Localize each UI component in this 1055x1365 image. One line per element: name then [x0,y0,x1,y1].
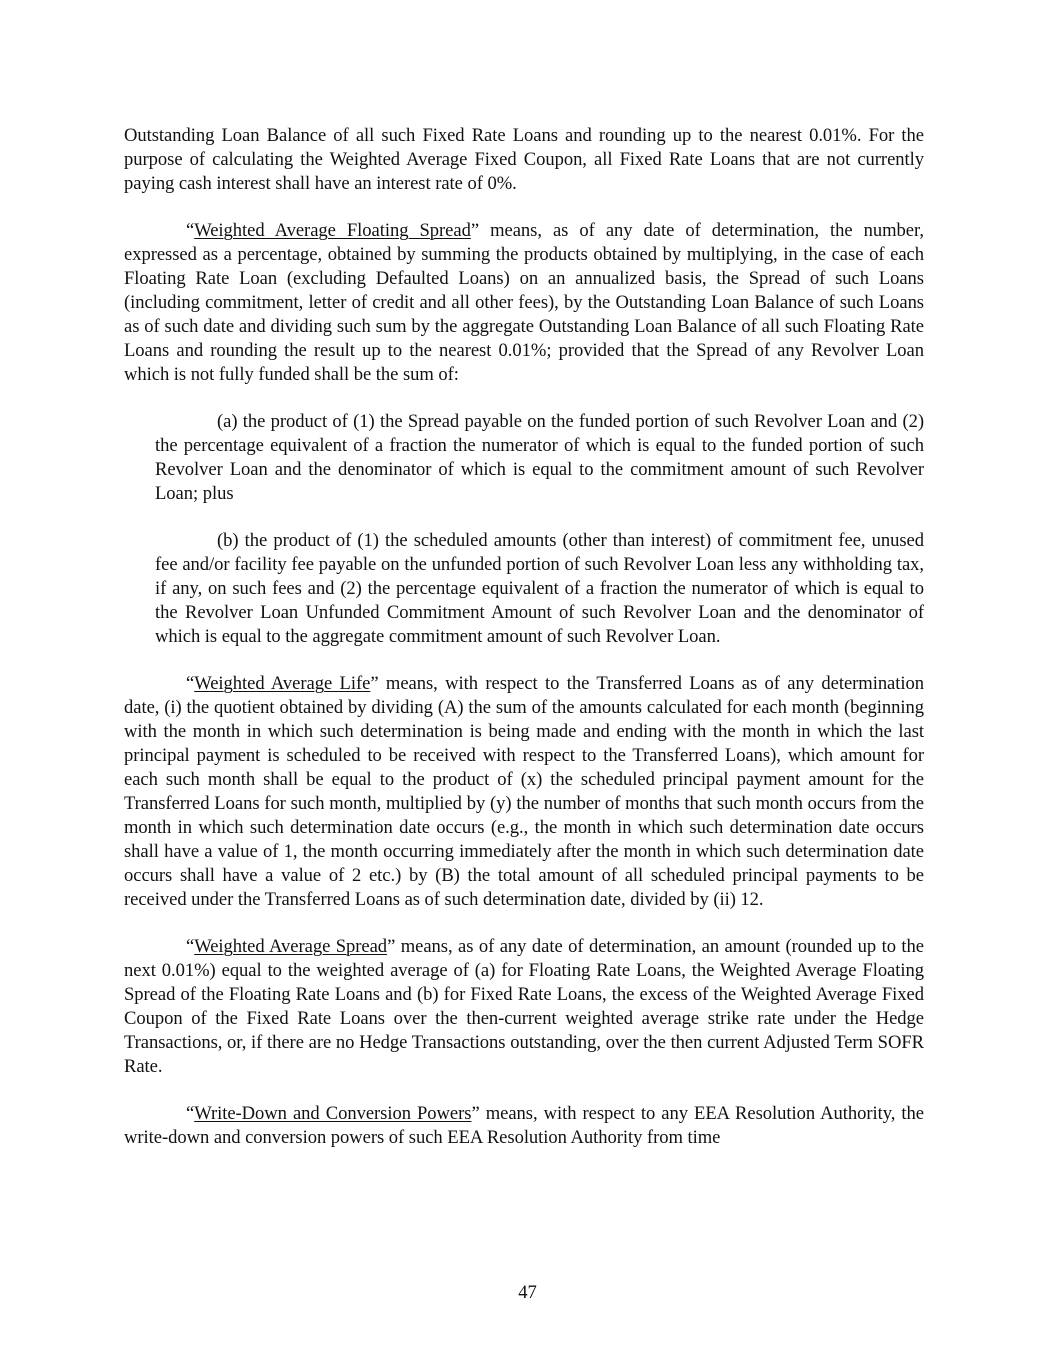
open-quote: “ [186,220,195,241]
definition-text: means, with respect to any EEA Resolution Authority, the write-down and conversion powers of such EEA Resolution Authority from time [124,1103,924,1148]
close-quote: ” [370,673,379,694]
open-quote: “ [186,936,195,957]
close-quote: ” [470,220,480,241]
close-quote: ” [471,1103,480,1124]
defined-term: Weighted Average Life [194,673,371,694]
subclause-a: (a) the product of (1) the Spread payable on the funded portion of such Revolver Loan and (2) the percentage equivalent of a fraction the numerator of which is equal to the funded portion of such Revolver Loan and the denominator of which is equal to the commitment amount of such Revolver Loan; plus [155,411,924,504]
defined-term: Weighted Average Spread [194,936,388,957]
open-quote: “ [186,1103,195,1124]
page-number: 47 [518,1282,537,1303]
document-page-body [124,124,924,1173]
definition-weighted-average-life [124,672,924,912]
subclause-b: (b) the product of (1) the scheduled amounts (other than interest) of commitment fee, unused fee and/or facility fee payable on the unfunded portion of such Revolver Loan less any withholding tax, if any, on such fees and (2) the percentage equivalent of a fraction the numerator of which is equal to the Revolver Loan Unfunded Commitment Amount of such Revolver Loan and the denominator of which is equal to the aggregate commitment amount of such Revolver Loan. [155,530,924,647]
definition-text: means, as of any date of determination, the number, expressed as a percentage, obtained by summing the products obtained by multiplying, in the case of each Floating Rate Loan (excluding Defaulted Loans) on an annualized basis, the Spread of such Loans (including commitment, letter of credit and all other fees), by the Outstanding Loan Balance of such Loans as of such date and dividing such sum by the aggregate Outstanding Loan Balance of all such Floating Rate Loans and rounding the result up to the nearest 0.01%; provided that the Spread of any Revolver Loan which is not fully funded shall be the sum of: [124,220,924,385]
definition-write-down-and-conversion-powers [124,1102,924,1150]
definition-weighted-average-spread [124,935,924,1079]
definition-text: means, with respect to the Transferred Loans as of any determination date, (i) the quotient obtained by dividing (A) the sum of the amounts calculated for each month (beginning with the month in which such determination is being made and ending with the month in which the last principal payment is scheduled to be received with respect to the Transferred Loans), which amount for each such month shall be equal to the product of (x) the scheduled principal payment amount for the Transferred Loans for such month, multiplied by (y) the number of months that such month occurs from the month in which such determination date occurs (e.g., the month in which such determination date occurs shall have a value of 1, the month occurring immediately after the month in which such determination date occurs shall have a value of 2 etc.) by (B) the total amount of all scheduled principal payments to be received under the Transferred Loans as of such determination date, divided by (ii) 12. [124,673,924,910]
definition-text: means, as of any date of determination, an amount (rounded up to the next 0.01%) equal to the weighted average of (a) for Floating Rate Loans, the Weighted Average Floating Spread of the Floating Rate Loans and (b) for Fixed Rate Loans, the excess of the Weighted Average Fixed Coupon of the Fixed Rate Loans over the then-current weighted average strike rate under the Hedge Transactions, or, if there are no Hedge Transactions outstanding, over the then current Adjusted Term SOFR Rate. [124,936,924,1077]
defined-term: Weighted Average Floating Spread [194,220,471,241]
open-quote: “ [186,673,195,694]
defined-term: Write-Down and Conversion Powers [194,1103,472,1124]
paragraph-continuation: Outstanding Loan Balance of all such Fixed Rate Loans and rounding up to the nearest 0.01%. For the purpose of calculating the Weighted Average Fixed Coupon, all Fixed Rate Loans that are not currently paying cash interest shall have an interest rate of 0%. [124,125,924,194]
close-quote: ” [387,936,396,957]
definition-weighted-average-floating-spread [124,219,924,387]
